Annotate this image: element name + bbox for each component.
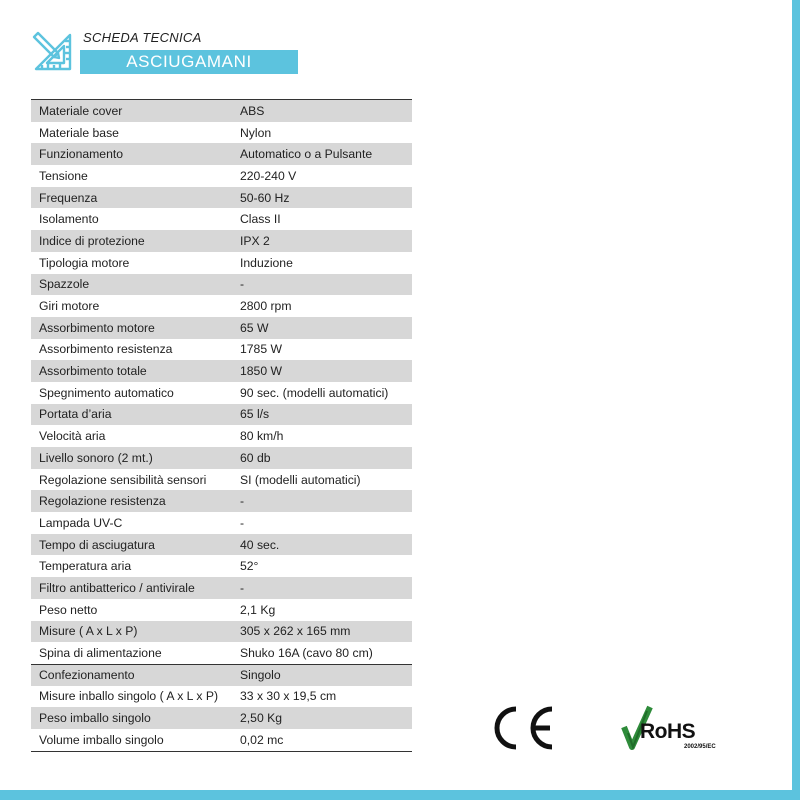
spec-value: 220-240 V (240, 168, 297, 183)
spec-value: 33 x 30 x 19,5 cm (240, 689, 337, 704)
spec-label: Livello sonoro (2 mt.) (39, 450, 153, 465)
spec-label: Regolazione resistenza (39, 494, 166, 509)
spec-value: Shuko 16A (cavo 80 cm) (240, 646, 373, 661)
spec-value: 1785 W (240, 342, 283, 357)
spec-row (31, 187, 412, 209)
spec-row (31, 642, 412, 664)
spec-label: Misure inballo singolo ( A x L x P) (39, 689, 219, 704)
rohs-directive: 2002/95/EC (684, 744, 716, 750)
spec-row (31, 404, 412, 426)
spec-label: Funzionamento (39, 147, 124, 162)
spec-row (31, 295, 412, 317)
spec-label: Tipologia motore (39, 255, 130, 270)
spec-value: 2800 rpm (240, 299, 292, 314)
spec-value: Automatico o a Pulsante (240, 147, 373, 162)
spec-row (31, 425, 412, 447)
spec-label: Volume imballo singolo (39, 732, 164, 747)
spec-row (31, 664, 412, 686)
spec-label: Misure ( A x L x P) (39, 624, 138, 639)
spec-row (31, 230, 412, 252)
spec-row (31, 621, 412, 643)
spec-value: - (240, 277, 245, 292)
spec-value: Induzione (240, 255, 293, 270)
spec-value: 80 km/h (240, 429, 284, 444)
rohs-label: RoHS (640, 720, 696, 743)
spec-label: Spina di alimentazione (39, 646, 162, 661)
spec-value: - (240, 515, 245, 530)
spec-label: Peso imballo singolo (39, 711, 151, 726)
spec-value: 52° (240, 559, 259, 574)
spec-row (31, 208, 412, 230)
spec-row (31, 382, 412, 404)
spec-row (31, 577, 412, 599)
spec-row (31, 469, 412, 491)
spec-row (31, 122, 412, 144)
frame-bottom-border (0, 790, 800, 800)
spec-row (31, 317, 412, 339)
spec-value: 65 W (240, 320, 269, 335)
spec-label: Materiale cover (39, 103, 123, 118)
spec-value: 0,02 mc (240, 732, 284, 747)
spec-row (31, 252, 412, 274)
spec-value: 2,50 Kg (240, 711, 283, 726)
spec-value: - (240, 494, 245, 509)
spec-row (31, 512, 412, 534)
spec-row (31, 274, 412, 296)
spec-value: SI (modelli automatici) (240, 472, 361, 487)
spec-value: 2,1 Kg (240, 602, 276, 617)
spec-value: 305 x 262 x 165 mm (240, 624, 351, 639)
spec-row (31, 339, 412, 361)
spec-value: Singolo (240, 668, 281, 683)
spec-row (31, 707, 412, 729)
spec-value: Class II (240, 212, 281, 227)
spec-label: Giri motore (39, 299, 100, 314)
spec-row (31, 165, 412, 187)
spec-label: Temperatura aria (39, 559, 132, 574)
spec-label: Peso netto (39, 602, 98, 617)
spec-label: Confezionamento (39, 668, 135, 683)
spec-label: Portata d’aria (39, 407, 112, 422)
spec-value: - (240, 580, 245, 595)
spec-value: 60 db (240, 450, 271, 465)
spec-value: IPX 2 (240, 233, 270, 248)
spec-label: Isolamento (39, 212, 99, 227)
document-title: SCHEDA TECNICA (83, 30, 202, 45)
spec-label: Assorbimento resistenza (39, 342, 173, 357)
spec-label: Assorbimento totale (39, 364, 147, 379)
spec-value: 50-60 Hz (240, 190, 290, 205)
spec-label: Lampada UV-C (39, 515, 123, 530)
spec-row (31, 534, 412, 556)
spec-value: 90 sec. (modelli automatici) (240, 385, 389, 400)
spec-label: Filtro antibatterico / antivirale (39, 580, 195, 595)
spec-label: Spazzole (39, 277, 90, 292)
spec-row (31, 686, 412, 708)
spec-row (31, 143, 412, 165)
spec-label: Spegnimento automatico (39, 385, 174, 400)
spec-value: 1850 W (240, 364, 283, 379)
pencil-ruler-icon (30, 29, 76, 75)
spec-label: Materiale base (39, 125, 119, 140)
spec-row (31, 555, 412, 577)
spec-row (31, 599, 412, 621)
spec-row (31, 100, 412, 122)
frame-right-border (792, 0, 800, 800)
spec-label: Tempo di asciugatura (39, 537, 155, 552)
ce-mark-icon (488, 703, 558, 753)
spec-table (31, 99, 412, 752)
spec-value: 65 l/s (240, 407, 270, 422)
spec-row (31, 729, 412, 751)
spec-label: Velocità aria (39, 429, 106, 444)
spec-label: Assorbimento motore (39, 320, 155, 335)
spec-value: ABS (240, 103, 265, 118)
spec-label: Frequenza (39, 190, 98, 205)
product-banner: ASCIUGAMANI (80, 50, 298, 74)
spec-label: Indice di protezione (39, 233, 145, 248)
spec-row (31, 490, 412, 512)
spec-label: Tensione (39, 168, 88, 183)
spec-row (31, 447, 412, 469)
spec-row (31, 360, 412, 382)
spec-label: Regolazione sensibilità sensori (39, 472, 207, 487)
spec-value: Nylon (240, 125, 272, 140)
spec-value: 40 sec. (240, 537, 280, 552)
